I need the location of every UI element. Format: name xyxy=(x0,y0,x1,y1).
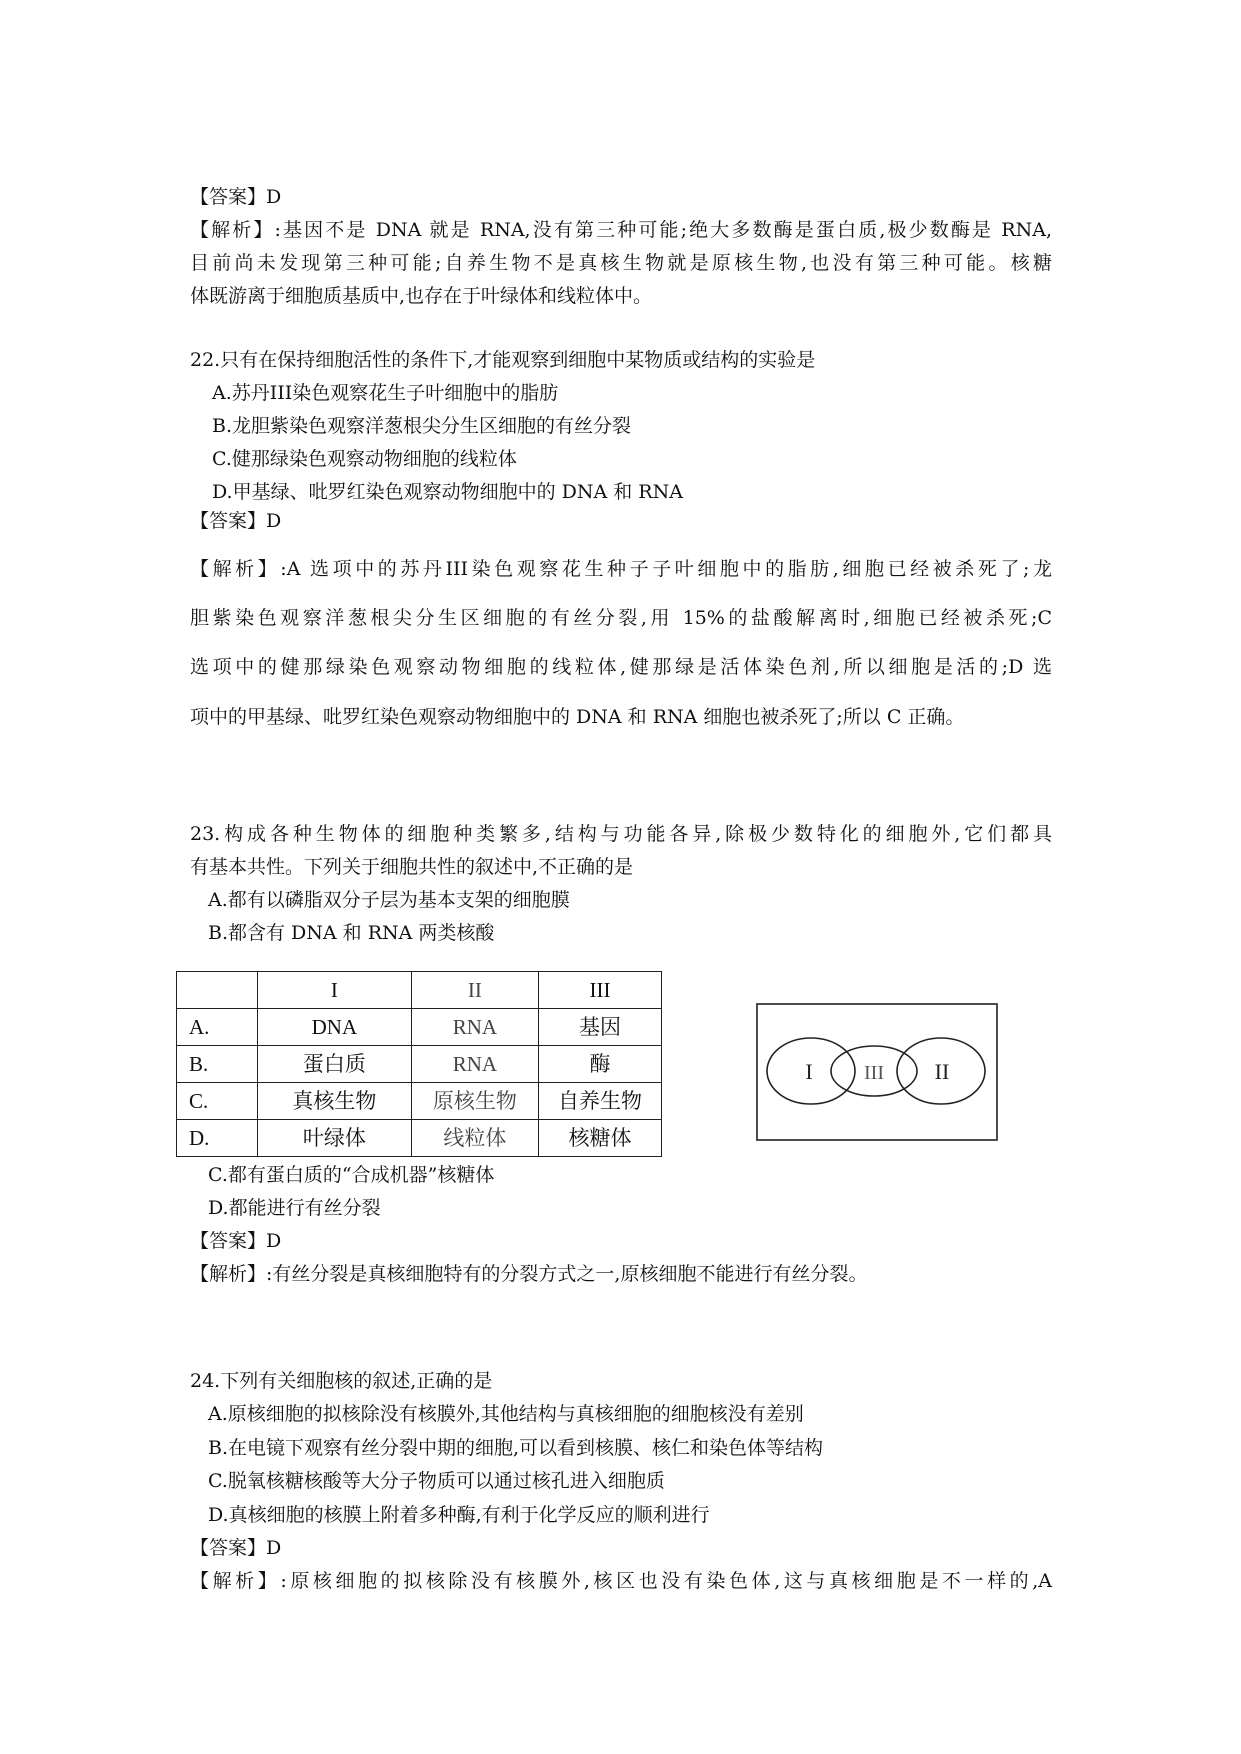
q23-option-d: D.都能进行有丝分裂 xyxy=(208,1197,381,1219)
q23-answer: 【答案】D xyxy=(190,1230,282,1252)
q22-option-b: B.龙胆紫染色观察洋葱根尖分生区细胞的有丝分裂 xyxy=(212,415,632,437)
table-row xyxy=(177,1120,662,1157)
q23-options-table xyxy=(176,971,662,1157)
table-cell: 叶绿体 xyxy=(258,1120,412,1157)
q23-option-b: B.都含有 DNA 和 RNA 两类核酸 xyxy=(208,922,495,944)
q21-explanation-line-2: 目前尚未发现第三种可能;自养生物不是真核生物就是原核生物,也没有第三种可能。核糖 xyxy=(190,252,1052,274)
table-header-cell: III xyxy=(539,972,662,1009)
table-cell: 真核生物 xyxy=(258,1083,412,1120)
table-cell: A. xyxy=(177,1009,258,1046)
venn-label-middle: III xyxy=(864,1062,884,1084)
q24-option-c: C.脱氧核糖核酸等大分子物质可以通过核孔进入细胞质 xyxy=(208,1470,665,1492)
q24-stem: 24.下列有关细胞核的叙述,正确的是 xyxy=(190,1370,493,1392)
q24-option-d: D.真核细胞的核膜上附着多种酶,有利于化学反应的顺利进行 xyxy=(208,1504,710,1526)
q21-answer: 【答案】D xyxy=(190,186,282,208)
venn-diagram xyxy=(756,1003,998,1141)
q22-option-d: D.甲基绿、吡罗红染色观察动物细胞中的 DNA 和 RNA xyxy=(212,481,683,503)
table-cell: 自养生物 xyxy=(539,1083,662,1120)
table-cell: 核糖体 xyxy=(539,1120,662,1157)
table-cell: 基因 xyxy=(539,1009,662,1046)
venn-label-left: I xyxy=(805,1059,813,1084)
q23-option-c: C.都有蛋白质的“合成机器”核糖体 xyxy=(208,1164,495,1186)
table-cell: 原核生物 xyxy=(411,1083,538,1120)
table-row xyxy=(177,1046,662,1083)
q23-option-a: A.都有以磷脂双分子层为基本支架的细胞膜 xyxy=(208,889,570,911)
table-row xyxy=(177,1083,662,1120)
table-header-row xyxy=(177,972,662,1009)
q22-answer: 【答案】D xyxy=(190,510,282,532)
table-cell: C. xyxy=(177,1083,258,1120)
q22-stem: 22.只有在保持细胞活性的条件下,才能观察到细胞中某物质或结构的实验是 xyxy=(190,349,816,371)
q21-explanation-line-1: 【解析】:基因不是 DNA 就是 RNA,没有第三种可能;绝大多数酶是蛋白质,极少数酶是 RNA, xyxy=(190,219,1052,241)
table-cell: DNA xyxy=(258,1009,412,1046)
q22-explanation-line-3: 选项中的健那绿染色观察动物细胞的线粒体,健那绿是活体染色剂,所以细胞是活的;D 选 xyxy=(190,656,1052,678)
table-cell: B. xyxy=(177,1046,258,1083)
q23-stem-line-2: 有基本共性。下列关于细胞共性的叙述中,不正确的是 xyxy=(190,856,634,878)
table-header-cell: I xyxy=(258,972,412,1009)
venn-label-right: II xyxy=(934,1059,950,1084)
q24-option-b: B.在电镜下观察有丝分裂中期的细胞,可以看到核膜、核仁和染色体等结构 xyxy=(208,1437,824,1459)
table-cell: RNA xyxy=(411,1009,538,1046)
table-header-cell: II xyxy=(411,972,538,1009)
q24-answer: 【答案】D xyxy=(190,1537,282,1559)
q24-explanation: 【解析】:原核细胞的拟核除没有核膜外,核区也没有染色体,这与真核细胞是不一样的,A xyxy=(190,1570,1052,1592)
q22-explanation-line-1: 【解析】:A 选项中的苏丹III染色观察花生种子子叶细胞中的脂肪,细胞已经被杀死了;龙 xyxy=(190,558,1052,580)
q22-explanation-line-2: 胆紫染色观察洋葱根尖分生区细胞的有丝分裂,用 15%的盐酸解离时,细胞已经被杀死;C xyxy=(190,607,1052,629)
q21-explanation-line-3: 体既游离于细胞质基质中,也存在于叶绿体和线粒体中。 xyxy=(190,285,653,307)
q22-option-c: C.健那绿染色观察动物细胞的线粒体 xyxy=(212,448,517,470)
table-cell: 酶 xyxy=(539,1046,662,1083)
q22-explanation-line-4: 项中的甲基绿、吡罗红染色观察动物细胞中的 DNA 和 RNA 细胞也被杀死了;所以 C 正确。 xyxy=(190,706,965,728)
table-cell: 线粒体 xyxy=(411,1120,538,1157)
q23-stem-line-1: 23.构成各种生物体的细胞种类繁多,结构与功能各异,除极少数特化的细胞外,它们都具 xyxy=(190,823,1052,845)
q24-option-a: A.原核细胞的拟核除没有核膜外,其他结构与真核细胞的细胞核没有差别 xyxy=(208,1403,804,1425)
table-cell xyxy=(177,972,258,1009)
table-cell: 蛋白质 xyxy=(258,1046,412,1083)
table-row xyxy=(177,1009,662,1046)
table-cell: RNA xyxy=(411,1046,538,1083)
table-cell: D. xyxy=(177,1120,258,1157)
q22-option-a: A.苏丹III染色观察花生子叶细胞中的脂肪 xyxy=(212,382,559,404)
q23-explanation: 【解析】:有丝分裂是真核细胞特有的分裂方式之一,原核细胞不能进行有丝分裂。 xyxy=(190,1263,868,1285)
